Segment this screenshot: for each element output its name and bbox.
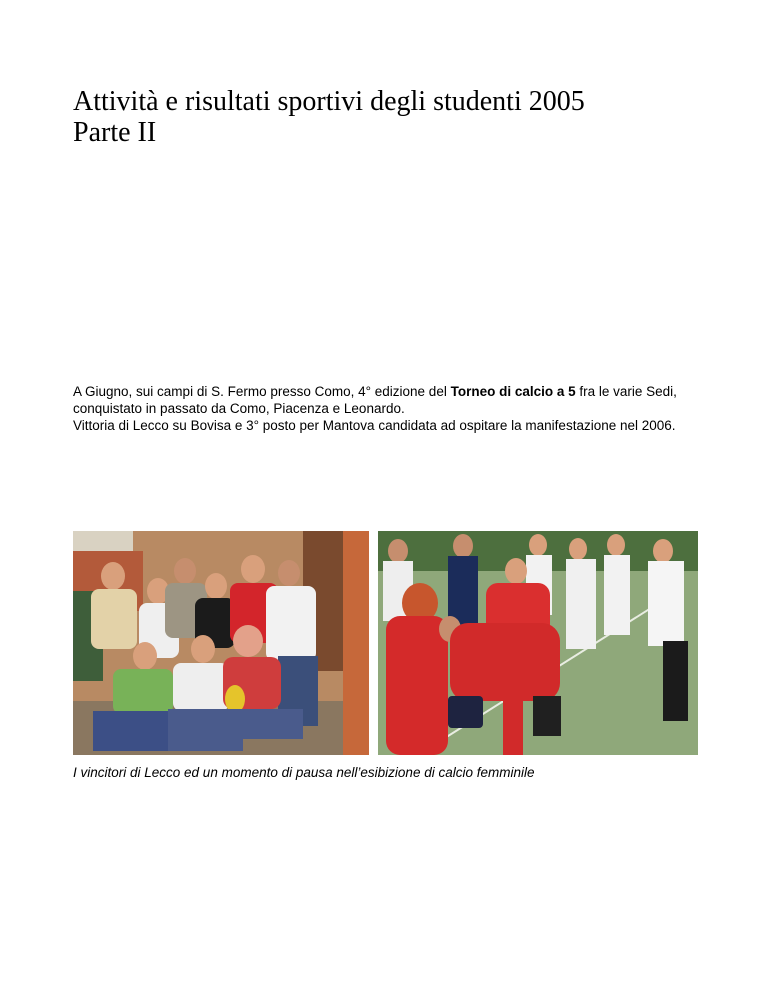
team-photo-icon: [73, 531, 369, 755]
page-title-line-2: Parte II: [73, 117, 157, 148]
paragraph-1-intro: A Giugno, sui campi di S. Fermo presso Como, 4° edizione del: [73, 384, 451, 399]
photo-caption: I vincitori di Lecco ed un momento di pausa nell’esibizione di calcio femminile: [73, 765, 535, 780]
page-title: [73, 86, 693, 148]
tournament-name: Torneo di calcio a 5: [450, 384, 576, 399]
womens-football-photo-icon: [378, 531, 698, 755]
body-text: [73, 383, 713, 434]
paragraph-1-rest: fra le varie Sedi, conquistato in passato da Como, Piacenza e Leonardo.: [73, 384, 677, 416]
team-group-photo: [73, 531, 369, 755]
paragraph-2: Vittoria di Lecco su Bovisa e 3° posto per Mantova candidata ad ospitare la manifestazione nel 2006.: [73, 418, 676, 433]
womens-football-photo: [378, 531, 698, 755]
page-title-line-1: Attività e risultati sportivi degli studenti 2005: [73, 86, 585, 117]
